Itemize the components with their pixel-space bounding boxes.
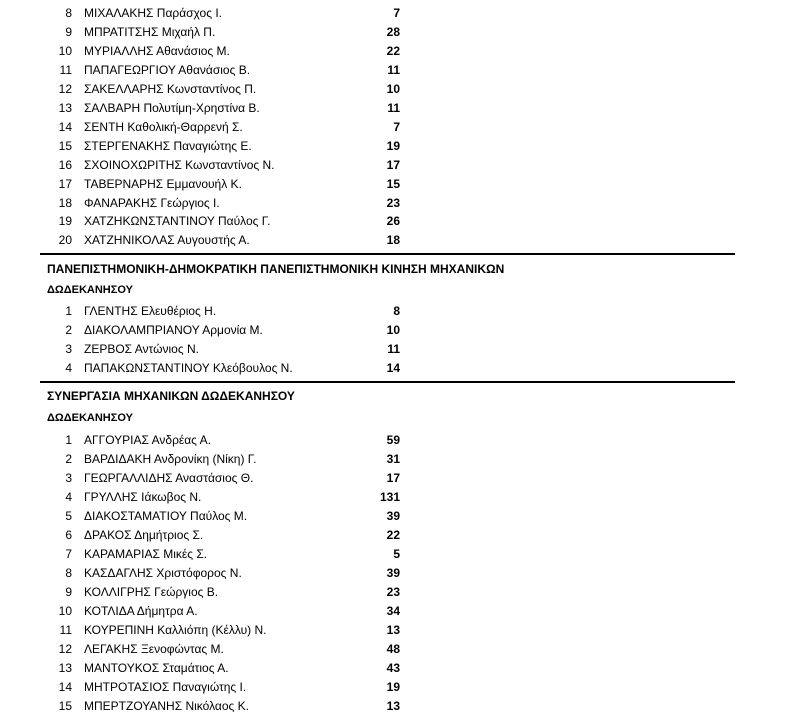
candidate-number: 14 bbox=[58, 119, 72, 134]
constituency-label: ΔΩΔΕΚΑΝΗΣΟΥ bbox=[47, 412, 133, 424]
candidate-number: 13 bbox=[58, 100, 72, 115]
candidate-number: 1 bbox=[65, 433, 72, 447]
candidate-name: ΠΑΠΑΓΕΩΡΓΙΟΥ Αθανάσιος Β. bbox=[84, 62, 251, 77]
candidate-number: 3 bbox=[65, 471, 72, 485]
candidate-row bbox=[0, 583, 791, 602]
candidate-number: 17 bbox=[58, 176, 72, 191]
candidate-row bbox=[0, 80, 791, 99]
section-divider bbox=[40, 381, 735, 383]
candidate-row bbox=[0, 450, 791, 469]
candidate-number: 8 bbox=[65, 6, 72, 20]
candidate-row bbox=[0, 340, 791, 359]
candidate-number: 11 bbox=[59, 62, 72, 77]
candidate-row bbox=[0, 23, 791, 42]
candidate-votes: 10 bbox=[386, 81, 400, 96]
candidate-votes: 48 bbox=[386, 642, 400, 656]
candidate-votes: 23 bbox=[386, 195, 400, 210]
candidate-name: ΚΟΤΛΙΔΑ Δήμητρα Α. bbox=[84, 604, 198, 618]
candidate-name: ΓΡΥΛΛΗΣ Ιάκωβος Ν. bbox=[84, 490, 202, 504]
candidate-name: ΜΙΧΑΛΑΚΗΣ Παράσχος Ι. bbox=[84, 6, 222, 20]
candidate-number: 6 bbox=[65, 528, 72, 542]
candidate-number: 11 bbox=[59, 623, 72, 637]
candidate-votes: 10 bbox=[386, 323, 400, 337]
candidate-name: ΑΓΓΟΥΡΙΑΣ Ανδρέας Α. bbox=[84, 433, 211, 447]
candidate-number: 9 bbox=[65, 24, 72, 39]
candidate-row bbox=[0, 431, 791, 450]
candidate-votes: 17 bbox=[386, 157, 400, 172]
candidate-votes: 22 bbox=[386, 528, 400, 542]
candidate-name: ΣΕΝΤΗ Καθολική-Θαρρενή Σ. bbox=[84, 119, 243, 134]
candidate-row bbox=[0, 621, 791, 640]
candidate-row bbox=[0, 545, 791, 564]
candidate-number: 15 bbox=[58, 699, 72, 713]
candidate-votes: 26 bbox=[386, 214, 400, 229]
candidate-name: ΧΑΤΖΗΝΙΚΟΛΑΣ Αυγουστής Α. bbox=[84, 233, 250, 248]
candidate-row bbox=[0, 61, 791, 80]
candidate-row bbox=[0, 359, 791, 378]
candidate-votes: 11 bbox=[387, 100, 400, 115]
party-title: ΠΑΝΕΠΙΣΤΗΜΟΝΙΚΗ-ΔΗΜΟΚΡΑΤΙΚΗ ΠΑΝΕΠΙΣΤΗΜΟΝΙΚΗ ΚΙΝΗΣΗ ΜΗΧΑΝΙΚΩΝ bbox=[47, 262, 505, 276]
candidate-votes: 15 bbox=[386, 176, 400, 191]
candidate-number: 15 bbox=[58, 138, 72, 153]
candidate-number: 14 bbox=[58, 680, 72, 694]
candidate-name: ΚΟΛΛΙΓΡΗΣ Γεώργιος Β. bbox=[84, 585, 219, 599]
candidate-row bbox=[0, 488, 791, 507]
candidate-name: ΓΛΕΝΤΗΣ Ελευθέριος Η. bbox=[84, 304, 217, 318]
candidate-row bbox=[0, 640, 791, 659]
candidate-number: 10 bbox=[58, 604, 72, 618]
candidate-number: 19 bbox=[58, 214, 72, 229]
candidate-votes: 5 bbox=[393, 547, 400, 561]
candidate-name: ΒΑΡΔΙΔΑΚΗ Ανδρονίκη (Νίκη) Γ. bbox=[84, 452, 257, 466]
candidate-number: 8 bbox=[65, 566, 72, 580]
candidate-row bbox=[0, 42, 791, 61]
candidate-name: ΣΑΚΕΛΛΑΡΗΣ Κωνσταντίνος Π. bbox=[84, 81, 257, 96]
candidate-votes: 39 bbox=[386, 566, 400, 580]
candidate-votes: 13 bbox=[386, 623, 400, 637]
candidate-number: 1 bbox=[65, 304, 72, 318]
candidate-number: 5 bbox=[65, 509, 72, 523]
candidate-number: 4 bbox=[65, 361, 72, 375]
candidate-name: ΚΑΣΔΑΓΛΗΣ Χριστόφορος Ν. bbox=[84, 566, 242, 580]
candidate-votes: 14 bbox=[386, 361, 400, 375]
candidate-name: ΔΙΑΚΟΛΑΜΠΡΙΑΝΟΥ Αρμονία Μ. bbox=[84, 323, 263, 337]
candidate-name: ΠΑΠΑΚΩΝΣΤΑΝΤΙΝΟΥ Κλεόβουλος Ν. bbox=[84, 361, 293, 375]
candidate-row bbox=[0, 4, 791, 23]
candidate-votes: 59 bbox=[386, 433, 400, 447]
candidate-row bbox=[0, 469, 791, 488]
candidate-votes: 28 bbox=[386, 24, 400, 39]
candidate-row bbox=[0, 212, 791, 231]
candidate-name: ΜΗΤΡΟΤΑΣΙΟΣ Παναγιώτης Ι. bbox=[84, 680, 247, 694]
candidate-votes: 17 bbox=[386, 471, 400, 485]
candidate-row bbox=[0, 678, 791, 697]
candidate-row bbox=[0, 118, 791, 137]
candidate-votes: 11 bbox=[387, 62, 400, 77]
candidate-votes: 13 bbox=[386, 699, 400, 713]
candidate-votes: 11 bbox=[387, 342, 400, 356]
candidate-row bbox=[0, 697, 791, 716]
candidate-votes: 18 bbox=[386, 233, 400, 248]
candidate-number: 7 bbox=[65, 547, 72, 561]
candidate-row bbox=[0, 564, 791, 583]
candidate-row bbox=[0, 659, 791, 678]
candidate-name: ΛΕΓΑΚΗΣ Ξενοφώντας Μ. bbox=[84, 642, 224, 656]
candidate-row bbox=[0, 175, 791, 194]
candidate-votes: 19 bbox=[386, 680, 400, 694]
candidate-name: ΚΑΡΑΜΑΡΙΑΣ Μικές Σ. bbox=[84, 547, 208, 561]
candidate-name: ΔΙΑΚΟΣΤΑΜΑΤΙΟΥ Παύλος Μ. bbox=[84, 509, 248, 523]
candidate-name: ΜΠΡΑΤΙΤΣΗΣ Μιχαήλ Π. bbox=[84, 24, 216, 39]
candidate-name: ΔΡΑΚΟΣ Δημήτριος Σ. bbox=[84, 528, 204, 542]
candidate-row bbox=[0, 231, 791, 250]
candidate-name: ΜΥΡΙΑΛΛΗΣ Αθανάσιος Μ. bbox=[84, 43, 230, 58]
candidate-name: ΓΕΩΡΓΑΛΛΙΔΗΣ Αναστάσιος Θ. bbox=[84, 471, 254, 485]
candidate-row bbox=[0, 526, 791, 545]
candidate-name: ΣΑΛΒΑΡΗ Πολυτίμη-Χρηστίνα Β. bbox=[84, 100, 260, 115]
candidate-number: 13 bbox=[58, 661, 72, 675]
section-divider bbox=[40, 253, 735, 255]
candidate-name: ΖΕΡΒΟΣ Αντώνιος Ν. bbox=[84, 342, 199, 356]
candidate-name: ΣΤΕΡΓΕΝΑΚΗΣ Παναγιώτης Ε. bbox=[84, 138, 252, 153]
candidate-votes: 31 bbox=[386, 452, 400, 466]
candidate-name: ΧΑΤΖΗΚΩΝΣΤΑΝΤΙΝΟΥ Παύλος Γ. bbox=[84, 214, 271, 229]
candidate-name: ΤΑΒΕΡΝΑΡΗΣ Εμμανουήλ Κ. bbox=[84, 176, 242, 191]
candidate-number: 12 bbox=[58, 81, 72, 96]
candidate-row bbox=[0, 302, 791, 321]
candidate-name: ΣΧΟΙΝΟΧΩΡΙΤΗΣ Κωνσταντίνος Ν. bbox=[84, 157, 275, 172]
candidate-votes: 131 bbox=[379, 490, 400, 504]
candidate-name: ΜΑΝΤΟΥΚΟΣ Σταμάτιος Α. bbox=[84, 661, 229, 675]
candidate-number: 9 bbox=[65, 585, 72, 599]
candidate-row bbox=[0, 194, 791, 213]
candidate-number: 18 bbox=[58, 195, 72, 210]
candidate-name: ΚΟΥΡΕΠΙΝΗ Καλλιόπη (Κέλλυ) Ν. bbox=[84, 623, 267, 637]
constituency-label: ΔΩΔΕΚΑΝΗΣΟΥ bbox=[47, 284, 133, 296]
candidate-votes: 34 bbox=[386, 604, 400, 618]
candidate-number: 20 bbox=[58, 233, 72, 248]
candidate-votes: 23 bbox=[386, 585, 400, 599]
candidate-row bbox=[0, 321, 791, 340]
candidate-votes: 7 bbox=[393, 119, 400, 134]
candidate-row bbox=[0, 99, 791, 118]
candidate-number: 2 bbox=[65, 452, 72, 466]
candidate-number: 4 bbox=[65, 490, 72, 504]
candidate-number: 3 bbox=[65, 342, 72, 356]
candidate-number: 2 bbox=[65, 323, 72, 337]
candidate-votes: 39 bbox=[386, 509, 400, 523]
candidate-votes: 22 bbox=[386, 43, 400, 58]
candidate-votes: 7 bbox=[393, 6, 400, 20]
candidate-row bbox=[0, 602, 791, 621]
candidate-votes: 19 bbox=[386, 138, 400, 153]
candidate-row bbox=[0, 507, 791, 526]
candidate-name: ΜΠΕΡΤΖΟΥΑΝΗΣ Νικόλαος Κ. bbox=[84, 699, 249, 713]
candidate-votes: 43 bbox=[386, 661, 400, 675]
candidate-votes: 8 bbox=[393, 304, 400, 318]
party-title: ΣΥΝΕΡΓΑΣΙΑ ΜΗΧΑΝΙΚΩΝ ΔΩΔΕΚΑΝΗΣΟΥ bbox=[47, 389, 295, 403]
candidate-row bbox=[0, 137, 791, 156]
candidate-number: 12 bbox=[58, 642, 72, 656]
candidate-number: 16 bbox=[58, 157, 72, 172]
candidate-row bbox=[0, 156, 791, 175]
candidate-name: ΦΑΝΑΡΑΚΗΣ Γεώργιος Ι. bbox=[84, 195, 220, 210]
candidate-number: 10 bbox=[58, 43, 72, 58]
